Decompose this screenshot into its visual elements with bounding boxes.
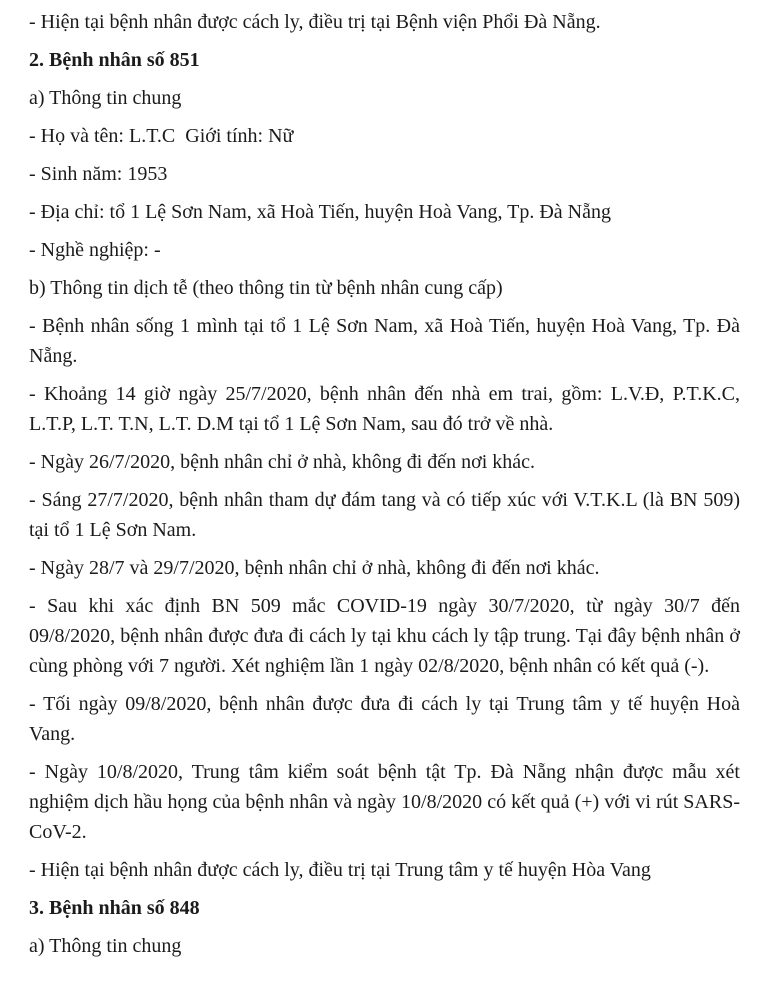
general-info-label-848: a) Thông tin chung <box>29 935 182 957</box>
test-result-10-8-line: - Ngày 10/8/2020, Trung tâm kiểm soát bệnh tật Tp. Đà Nẵng nhận được mẫu xét nghiệm dịch hầu họng của bệnh nhân và ngày 10/8/2020 có kết quả (+) với vi rút SARS-CoV-2. <box>29 761 740 843</box>
heading-patient-851: 2. Bệnh nhân số 851 <box>29 49 200 71</box>
event-26-7-line: - Ngày 26/7/2020, bệnh nhân chỉ ở nhà, không đi đến nơi khác. <box>29 451 536 473</box>
heading-patient-848: 3. Bệnh nhân số 848 <box>29 897 200 919</box>
current-treatment-line-851: - Hiện tại bệnh nhân được cách ly, điều trị tại Trung tâm y tế huyện Hòa Vang <box>29 859 651 881</box>
living-situation-line: - Bệnh nhân sống 1 mình tại tổ 1 Lệ Sơn Nam, xã Hoà Tiến, huyện Hoà Vang, Tp. Đà Nẵng. <box>29 315 740 367</box>
address-line: - Địa chỉ: tổ 1 Lệ Sơn Nam, xã Hoà Tiến, huyện Hoà Vang, Tp. Đà Nẵng <box>29 201 611 223</box>
epidemiology-info-label: b) Thông tin dịch tễ (theo thông tin từ bệnh nhân cung cấp) <box>29 277 503 299</box>
event-28-29-7-line: - Ngày 28/7 và 29/7/2020, bệnh nhân chỉ ở nhà, không đi đến nơi khác. <box>29 557 600 579</box>
event-25-7-line: - Khoảng 14 giờ ngày 25/7/2020, bệnh nhân đến nhà em trai, gồm: L.V.Đ, P.T.K.C, L.T.P, L.T. T.N, L.T. D.M tại tổ 1 Lệ Sơn Nam, sau đó trở về nhà. <box>29 383 740 435</box>
quarantine-30-7-line: - Sau khi xác định BN 509 mắc COVID-19 ngày 30/7/2020, từ ngày 30/7 đến 09/8/2020, bệnh nhân được đưa đi cách ly tại khu cách ly tập trung. Tại đây bệnh nhân ở cùng phòng với 7 người. Xét nghiệm lần 1 ngày 02/8/2020, bệnh nhân có kết quả (-). <box>29 595 740 677</box>
occupation-line: - Nghề nghiệp: - <box>29 239 161 261</box>
general-info-label-851: a) Thông tin chung <box>29 87 182 109</box>
birth-year-line: - Sinh năm: 1953 <box>29 163 168 185</box>
event-27-7-line: - Sáng 27/7/2020, bệnh nhân tham dự đám tang và có tiếp xúc với V.T.K.L (là BN 509) tại tổ 1 Lệ Sơn Nam. <box>29 489 740 541</box>
name-gender-line: - Họ và tên: L.T.C Giới tính: Nữ <box>29 125 294 147</box>
event-09-8-line: - Tối ngày 09/8/2020, bệnh nhân được đưa đi cách ly tại Trung tâm y tế huyện Hoà Vang. <box>29 693 740 745</box>
current-treatment-line-prev-patient: - Hiện tại bệnh nhân được cách ly, điều trị tại Bệnh viện Phổi Đà Nẵng. <box>29 11 601 33</box>
